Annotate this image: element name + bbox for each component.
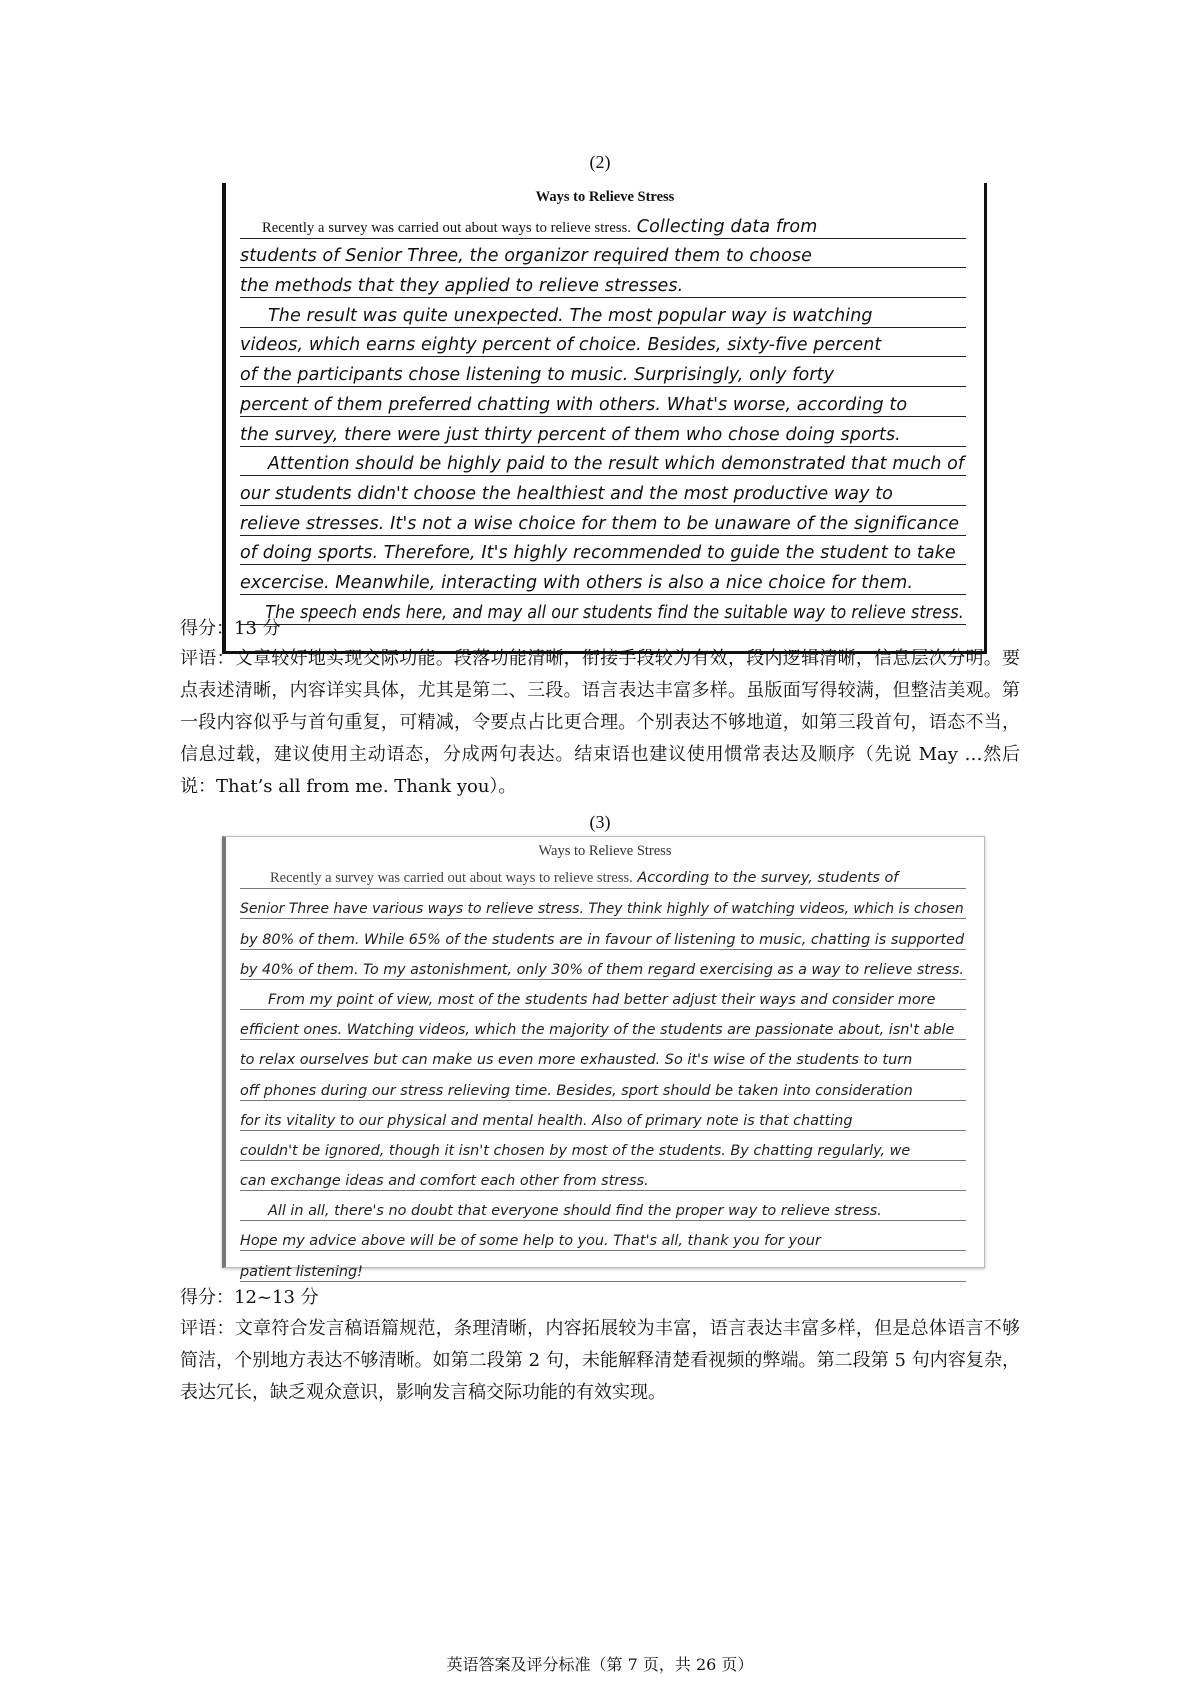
comment-2: 评语：文章较好地实现交际功能。段落功能清晰，衔接手段较为有效，段内逻辑清晰，信息层次分明。要点表述清晰，内容详实具体，尤其是第二、三段。语言表达丰富多样。虽版面写得较满，但整洁美观。第一段内容似乎与首句重复，可精减，令要点占比更合理。个别表达不够地道，如第三段首句，语态不当，信息过载，建议使用主动语态，分成两句表达。结束语也建议使用惯常表达及顺序（先说 May …然后说：That’s all from me. Thank you）。 [180,648,1020,797]
handwriting-text: Senior Three have various ways to relieve stress. They think highly of watching videos, which is chosen [240,901,964,918]
handwriting-lines-2 [240,209,966,625]
handwriting-line [240,357,966,387]
handwriting-text: our students didn't choose the healthiest and the most productive way to [240,483,893,504]
handwriting-text: of doing sports. Therefore, It's highly recommended to guide the student to take [240,543,956,564]
handwriting-text: videos, which earns eighty percent of choice. Besides, sixty-five percent [240,335,882,356]
handwriting-text: couldn't be ignored, though it isn't chosen by most of the students. By chatting regularly, we [240,1142,911,1159]
handwriting-text: The result was quite unexpected. The most popular way is watching [268,305,873,326]
handwriting-text: off phones during our stress relieving time. Besides, sport should be taken into consideration [240,1082,913,1099]
answer-sheet-2 [222,183,987,654]
prompt-sentence: Recently a survey was carried out about ways to relieve stress. [262,219,632,236]
handwriting-text: excercise. Meanwhile, interacting with others is also a nice choice for them. [240,572,914,593]
handwriting-line [240,1040,966,1070]
handwriting-line [240,1191,966,1221]
handwriting-text: by 40% of them. To my astonishment, only 30% of them regard exercising as a way to relieve stress. [240,961,964,978]
score-3: 得分：12~13 分 [180,1287,319,1308]
sample-2-number: (2) [589,152,611,172]
handwriting-text: From my point of view, most of the students had better adjust their ways and consider more [268,991,936,1008]
handwriting-line [240,387,966,417]
handwriting-line [240,1101,966,1131]
handwriting-line [240,919,966,949]
handwriting-text: All in all, there's no doubt that everyone should find the proper way to relieve stress. [268,1203,882,1220]
handwriting-text: the methods that they applied to relieve stresses. [240,276,684,297]
page-footer: 英语答案及评分标准（第 7 页，共 26 页） [446,1655,754,1674]
handwriting-line [240,859,966,889]
handwriting-text: The speech ends here, and may all our students find the suitable way to relieve stress. [265,602,964,623]
handwriting-lines-3 [240,859,966,1282]
prompt-sentence: Recently a survey was carried out about ways to relieve stress. [270,870,633,887]
handwriting-line [240,506,966,536]
handwriting-text: the survey, there were just thirty percent of them who chose doing sports. [240,424,901,445]
answer-sheet-3 [222,836,985,1280]
handwriting-line [240,950,966,980]
handwriting-line [240,476,966,506]
handwriting-text: for its vitality to our physical and mental health. Also of primary note is that chatting [240,1112,853,1129]
handwriting-line [240,239,966,269]
handwriting-line [240,1161,966,1191]
handwriting-line [240,447,966,477]
handwriting-text: percent of them preferred chatting with others. What's worse, according to [240,394,908,415]
handwriting-text: relieve stresses. It's not a wise choice for them to be unaware of the significance [240,513,960,534]
handwriting-line [240,1131,966,1161]
handwriting-text: Collecting data from [636,216,818,237]
answer-sheet-3-title: Ways to Relieve Stress [538,843,672,859]
handwriting-text: efficient ones. Watching videos, which the majority of the students are passionate about, isn't able [240,1022,955,1039]
handwriting-line [240,1251,966,1281]
handwriting-text: can exchange ideas and comfort each other from stress. [240,1173,649,1190]
handwriting-line [240,298,966,328]
handwriting-line [240,209,966,239]
comment-3: 评语：文章符合发言稿语篇规范，条理清晰，内容拓展较为丰富，语言表达丰富多样，但是总体语言不够简洁，个别地方表达不够清晰。如第二段第 2 句，未能解释清楚看视频的弊端。第二段第 5 句内容复杂，表达冗长，缺乏观众意识，影响发言稿交际功能的有效实现。 [180,1318,1020,1403]
handwriting-line [240,536,966,566]
handwriting-line [240,889,966,919]
handwriting-text: to relax ourselves but can make us even more exhausted. So it's wise of the students to turn [240,1052,913,1069]
handwriting-line [240,1010,966,1040]
score-2: 得分：13 分 [180,618,281,639]
handwriting-line [240,268,966,298]
handwriting-text: by 80% of them. While 65% of the students are in favour of listening to music, chatting is supported [240,931,965,948]
handwriting-line [240,1070,966,1100]
answer-sheet-2-title: Ways to Relieve Stress [535,189,675,205]
handwriting-text: Hope my advice above will be of some help to you. That's all, thank you for your [240,1233,821,1250]
handwriting-line [240,980,966,1010]
handwriting-line [240,595,966,625]
handwriting-text: Attention should be highly paid to the result which demonstrated that much of [267,454,965,475]
handwriting-line [240,565,966,595]
handwriting-text: of the participants chose listening to music. Surprisingly, only forty [240,365,835,386]
handwriting-text: patient listening! [240,1263,363,1280]
handwriting-line [240,417,966,447]
handwriting-text: According to the survey, students of [637,870,899,887]
handwriting-line [240,328,966,358]
handwriting-text: students of Senior Three, the organizor required them to choose [240,246,812,267]
sample-3-number: (3) [589,812,611,832]
handwriting-line [240,1221,966,1251]
